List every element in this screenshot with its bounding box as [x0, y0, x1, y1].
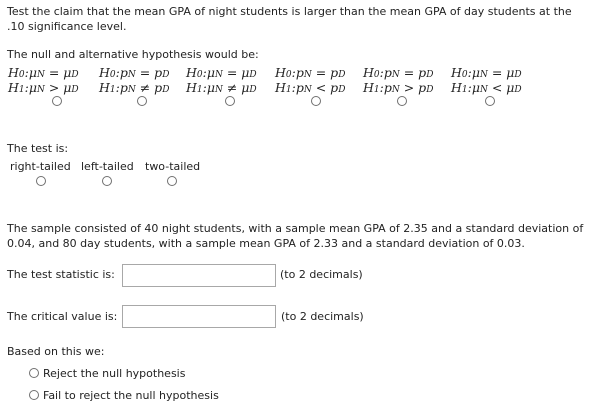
- test-statistic-input[interactable]: [122, 264, 276, 287]
- hypothesis-option-1-h0: H0:μN = μD: [8, 65, 79, 80]
- hypothesis-option-6-radio[interactable]: [485, 96, 495, 106]
- hypothesis-option-2-h0: H0:pN = pD: [99, 65, 170, 80]
- conclusion-fail-radio[interactable]: [29, 390, 39, 400]
- hypothesis-option-5-h0: H0:pN = pD: [363, 65, 434, 80]
- test-statistic-label: The test statistic is:: [7, 268, 115, 281]
- hypothesis-option-4-h1: H1:pN < pD: [275, 80, 346, 95]
- test-type-label-left: left-tailed: [81, 160, 134, 173]
- test-type-two-radio[interactable]: [167, 176, 177, 186]
- sample-description: The sample consisted of 40 night students, with a sample mean GPA of 2.35 and a standard deviation of 0.04, and 80 day students, with a sample mean GPA of 2.33 and a standard deviation of 0.03.: [7, 222, 584, 250]
- conclusion-reject-radio[interactable]: [29, 368, 39, 378]
- hypothesis-option-1-h1: H1:μN > μD: [8, 80, 79, 95]
- test-type-label-right: right-tailed: [10, 160, 71, 173]
- conclusion-prompt: Based on this we:: [7, 345, 105, 358]
- hypothesis-option-3-h0: H0:μN = μD: [186, 65, 257, 80]
- critical-value-label: The critical value is:: [7, 310, 118, 323]
- test-type-prompt: The test is:: [7, 142, 69, 155]
- test-type-label-two: two-tailed: [145, 160, 201, 173]
- hypothesis-option-4-radio[interactable]: [311, 96, 321, 106]
- question-text: Test the claim that the mean GPA of night students is larger than the mean GPA of day students at the .10 significance level.: [7, 5, 572, 33]
- hypothesis-option-3-radio[interactable]: [225, 96, 235, 106]
- conclusion-reject-label: Reject the null hypothesis: [43, 367, 186, 380]
- hypothesis-option-2-h1: H1:pN ≠ pD: [99, 80, 170, 95]
- hypothesis-option-6-h1: H1:μN < μD: [451, 80, 522, 95]
- conclusion-fail-label: Fail to reject the null hypothesis: [43, 389, 219, 402]
- hypothesis-option-1-radio[interactable]: [52, 96, 62, 106]
- critical-value-hint: (to 2 decimals): [281, 310, 364, 323]
- hypothesis-option-5-radio[interactable]: [397, 96, 407, 106]
- hypothesis-prompt: The null and alternative hypothesis would be:: [7, 48, 259, 61]
- critical-value-input[interactable]: [122, 305, 276, 328]
- hypothesis-option-4-h0: H0:pN = pD: [275, 65, 346, 80]
- test-type-right-radio[interactable]: [36, 176, 46, 186]
- test-statistic-hint: (to 2 decimals): [280, 268, 363, 281]
- hypothesis-option-2-radio[interactable]: [137, 96, 147, 106]
- test-type-left-radio[interactable]: [102, 176, 112, 186]
- hypothesis-option-3-h1: H1:μN ≠ μD: [186, 80, 257, 95]
- hypothesis-option-5-h1: H1:pN > pD: [363, 80, 434, 95]
- hypothesis-option-6-h0: H0:μN = μD: [451, 65, 522, 80]
